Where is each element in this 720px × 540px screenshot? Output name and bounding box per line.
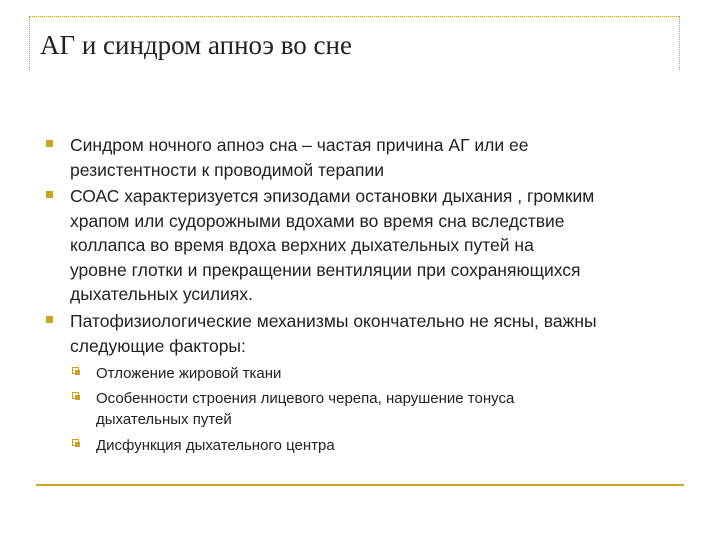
title-frame-right-border [679, 16, 680, 70]
bullet-2-line-4: уровне глотки и прекращении вентиляции при сохраняющихся [70, 259, 581, 280]
hollow-square-bullet-icon [72, 439, 79, 446]
square-bullet-icon [46, 316, 53, 323]
square-bullet-icon [46, 191, 53, 198]
bullet-2-line-1: СОАС характеризуется эпизодами остановки дыхания , громким [70, 186, 595, 206]
title-frame-left-border [29, 16, 30, 70]
bullet-text-2 [70, 184, 682, 307]
sub-bullet-text-3 [96, 435, 656, 456]
sub-bullet-text-2 [96, 388, 656, 430]
slide-title: АГ и синдром апноэ во сне [40, 30, 352, 60]
sub-bullet-2-line-2: дыхательных путей [96, 411, 232, 428]
hollow-square-bullet-icon [72, 392, 79, 399]
bullet-2-line-2: храпом или судорожными вдохами во время сна вследствие [70, 210, 565, 231]
bullet-text-1 [70, 133, 682, 182]
square-bullet-icon [46, 140, 53, 147]
bullet-2-line-5: дыхательных усилиях. [70, 284, 253, 304]
sub-bullet-3-line-1: Дисфункция дыхательного центра [96, 437, 335, 454]
bullet-3-line-1: Патофизиологические механизмы окончательно не ясны, важны [70, 311, 597, 331]
hollow-square-bullet-icon [72, 367, 79, 374]
bottom-divider [36, 484, 684, 486]
sub-bullet-1-line-1: Отложение жировой ткани [96, 365, 282, 382]
bullet-text-3 [70, 309, 682, 358]
bullet-1-line-1: Синдром ночного апноэ сна – частая причина АГ или ее [70, 135, 529, 155]
bullet-3-line-2: следующие факторы: [70, 335, 246, 356]
sub-bullet-2-line-1: Особенности строения лицевого черепа, нарушение тонуса [96, 390, 515, 407]
sub-bullet-text-1 [96, 363, 656, 384]
title-frame-top-border [29, 16, 679, 17]
bullet-2-line-3: коллапса во время вдоха верхних дыхательных путей на [70, 235, 534, 255]
bullet-1-line-2: резистентности к проводимой терапии [70, 159, 385, 180]
